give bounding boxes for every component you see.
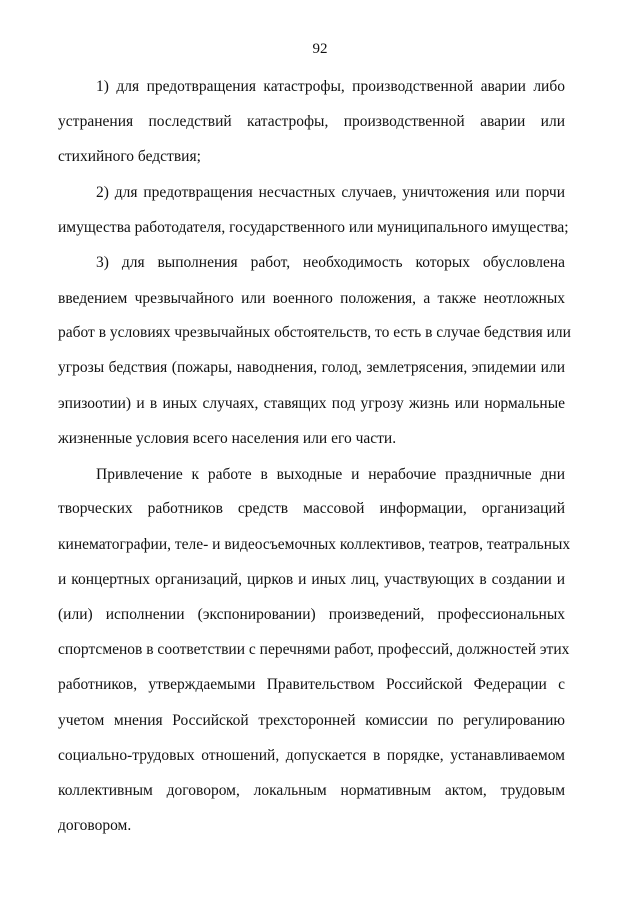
paragraph-3-line-3: работ в условиях чрезвычайных обстоятельств, то есть в случае бедствия или xyxy=(58,324,571,341)
paragraph-4-line-3: кинематографии, теле- и видеосъемочных коллективов, театров, театральных xyxy=(58,536,571,553)
paragraph-1-line-2: устранения последствий катастрофы, производственной аварии или xyxy=(58,113,565,130)
paragraph-3-line-5: эпизоотии) и в иных случаях, ставящих под угрозу жизнь или нормальные xyxy=(58,395,565,412)
paragraph-4-line-7: работников, утверждаемыми Правительством Российской Федерации с xyxy=(58,676,565,693)
paragraph-4-line-6: спортсменов в соответствии с перечнями работ, профессий, должностей этих xyxy=(58,641,570,658)
paragraph-3-line-1: 3) для выполнения работ, необходимость которых обусловлена xyxy=(96,254,565,271)
paragraph-1-line-3: стихийного бедствия; xyxy=(58,148,201,165)
paragraph-4-line-11: договором. xyxy=(58,817,132,834)
paragraph-3-line-2: введением чрезвычайного или военного положения, а также неотложных xyxy=(58,290,565,307)
paragraph-3-line-6: жизненные условия всего населения или его части. xyxy=(58,430,397,447)
paragraph-2-line-2: имущества работодателя, государственного или муниципального имущества; xyxy=(58,219,569,236)
paragraph-4-line-9: социально-трудовых отношений, допускается в порядке, устанавливаемом xyxy=(58,747,565,764)
paragraph-2-line-1: 2) для предотвращения несчастных случаев, уничтожения или порчи xyxy=(96,184,565,201)
paragraph-1-line-1: 1) для предотвращения катастрофы, производственной аварии либо xyxy=(96,78,565,95)
paragraph-3-line-4: угрозы бедствия (пожары, наводнения, голод, землетрясения, эпидемии или xyxy=(58,359,565,376)
paragraph-4-line-4: и концертных организаций, цирков и иных лиц, участвующих в создании и xyxy=(58,571,565,588)
paragraph-4-line-5: (или) исполнении (экспонировании) произведений, профессиональных xyxy=(58,606,565,623)
page-number: 92 xyxy=(312,41,328,57)
paragraph-4-line-10: коллективным договором, локальным нормативным актом, трудовым xyxy=(58,782,565,799)
paragraph-4-line-2: творческих работников средств массовой информации, организаций xyxy=(58,500,565,517)
paragraph-4-line-8: учетом мнения Российской трехсторонней комиссии по регулированию xyxy=(58,712,565,729)
paragraph-4-line-1: Привлечение к работе в выходные и нерабочие праздничные дни xyxy=(96,466,565,483)
